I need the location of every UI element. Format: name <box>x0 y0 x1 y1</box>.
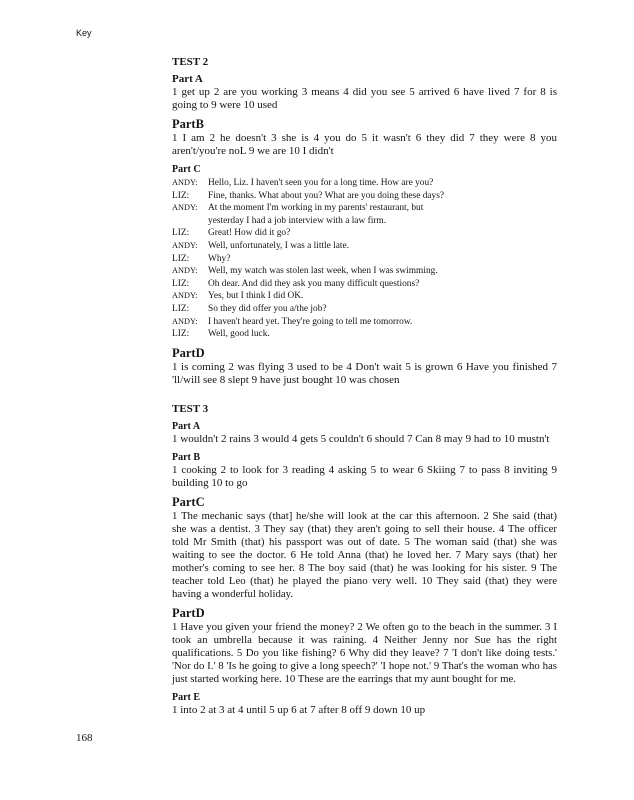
speaker: LIZ: <box>172 329 190 340</box>
part-label: PartC <box>172 494 205 509</box>
utterance: Hello, Liz. I haven't seen you for a long time. How are you? <box>208 178 434 188</box>
speaker: ANDY: <box>172 203 198 213</box>
speaker: LIZ: <box>172 190 190 201</box>
dialogue-line <box>172 202 557 215</box>
utterance: Fine, thanks. What about you? What are you doing these days? <box>208 190 445 201</box>
speaker: LIZ: <box>172 303 190 314</box>
utterance: Yes, but I think I did OK. <box>208 291 304 302</box>
test-3-part-b <box>172 451 557 490</box>
test-3-part-c <box>172 495 557 601</box>
part-label: PartD <box>172 345 205 360</box>
answers-text: 1 The mechanic says (that] he/she will look at the car this afternoon. 2 She said (that) she was a dentist. 3 They say (that) they aren't going to sell their house. 4 The officer told Mr Smith (that) his passport was out of date. 5 The woman said (that) she was waiting to see the doctor. 6 He told Anna (that) he loved her. 7 Mary says (that) her mother's coming to see her. 8 The boy said (that) he was looking for his sister. 9 The teacher told Leo (that) he played the piano very well. 10 They said (that) they were having a wonderful holiday. <box>172 509 557 600</box>
utterance: I haven't heard yet. They're going to tell me tomorrow. <box>208 316 413 327</box>
answers-text: 1 Have you given your friend the money? 2 We often go to the beach in the summer. 3 I took an umbrella because it was raining. 4 Neither Jenny nor Sue has the right qualifications. 5 Do you like fishing? 6 Why did they leave? 7 'I don't like doing tests.' 'Nor do I.' 8 'Is he going to give a long speech?' 'I hope not.' 9 That's the woman who has just started working here. 10 These are the earrings that my aunt bought for me. <box>172 620 557 685</box>
utterance: Oh dear. And did they ask you many difficult questions? <box>208 278 420 289</box>
speaker: ANDY: <box>172 178 198 187</box>
speaker: ANDY: <box>172 266 198 276</box>
answers-text: 1 I am 2 he doesn't 3 she is 4 you do 5 it wasn't 6 they did 7 they were 8 you aren't/you're noL 9 we are 10 I didn't <box>172 132 557 157</box>
test-title: TEST 3 <box>172 402 209 415</box>
answers-text: 1 wouldn't 2 rains 3 would 4 gets 5 couldn't 6 should 7 Can 8 may 9 had to 10 mustn't <box>172 432 550 445</box>
test-3-part-a <box>172 420 557 446</box>
part-label: Part C <box>172 164 201 175</box>
part-label: Part A <box>172 73 203 85</box>
utterance-continuation: yesterday I had a job interview with a law firm. <box>208 215 387 226</box>
test-2-part-c <box>172 163 557 341</box>
part-label: Part E <box>172 691 201 703</box>
dialogue-line <box>172 328 557 341</box>
test-2-part-d <box>172 346 557 387</box>
utterance: Why? <box>208 253 231 264</box>
utterance: At the moment I'm working in my parents' restaurant, but <box>208 203 424 214</box>
dialogue-line <box>172 227 557 240</box>
speaker: ANDY: <box>172 316 198 326</box>
test-3-part-d <box>172 606 557 686</box>
dialogue-line <box>172 253 557 266</box>
test-3-part-e <box>172 691 557 717</box>
part-label: Part B <box>172 451 201 463</box>
answers-text: 1 into 2 at 3 at 4 until 5 up 6 at 7 after 8 off 9 down 10 up <box>172 703 426 716</box>
test-2-section <box>172 56 557 387</box>
dialogue-line <box>172 316 557 329</box>
answers-text: 1 get up 2 are you working 3 means 4 did you see 5 arrived 6 have lived 7 for 8 is going to 9 were 10 used <box>172 86 557 111</box>
test-3-section <box>172 403 557 717</box>
speaker: LIZ: <box>172 278 190 289</box>
page-number: 168 <box>76 732 93 744</box>
speaker: LIZ: <box>172 253 190 264</box>
part-label: PartB <box>172 117 204 131</box>
dialogue-line <box>172 290 557 303</box>
utterance: Well, my watch was stolen last week, when I was swimming. <box>208 266 438 277</box>
dialogue-line <box>172 177 557 190</box>
speaker: ANDY: <box>172 291 198 301</box>
speaker: ANDY: <box>172 240 198 250</box>
dialogue-line <box>172 190 557 203</box>
answers-text: 1 is coming 2 was flying 3 used to be 4 Don't wait 5 is grown 6 Have you finished 7 'll/will see 8 slept 9 have just bought 10 was chosen <box>172 360 557 386</box>
utterance: Well, unfortunately, I was a little late. <box>208 240 350 251</box>
part-label: Part A <box>172 420 201 432</box>
utterance: Great! How did it go? <box>208 228 291 239</box>
utterance: So they did offer you a/the job? <box>208 303 327 314</box>
part-label: PartD <box>172 605 205 620</box>
test-title: TEST 2 <box>172 56 209 68</box>
utterance: Well, good luck. <box>208 329 270 340</box>
speaker: LIZ: <box>172 228 190 239</box>
answers-text: 1 cooking 2 to look for 3 reading 4 asking 5 to wear 6 Skiing 7 to pass 8 inviting 9 building 10 to go <box>172 463 557 489</box>
test-2-part-b <box>172 117 557 158</box>
dialogue-line <box>172 278 557 291</box>
dialogue-line <box>172 265 557 278</box>
answer-key-content <box>172 56 557 717</box>
test-2-part-a <box>172 73 557 112</box>
dialogue-line <box>172 240 557 253</box>
dialogue <box>172 177 557 341</box>
dialogue-line <box>172 303 557 316</box>
running-head: Key <box>76 28 92 38</box>
